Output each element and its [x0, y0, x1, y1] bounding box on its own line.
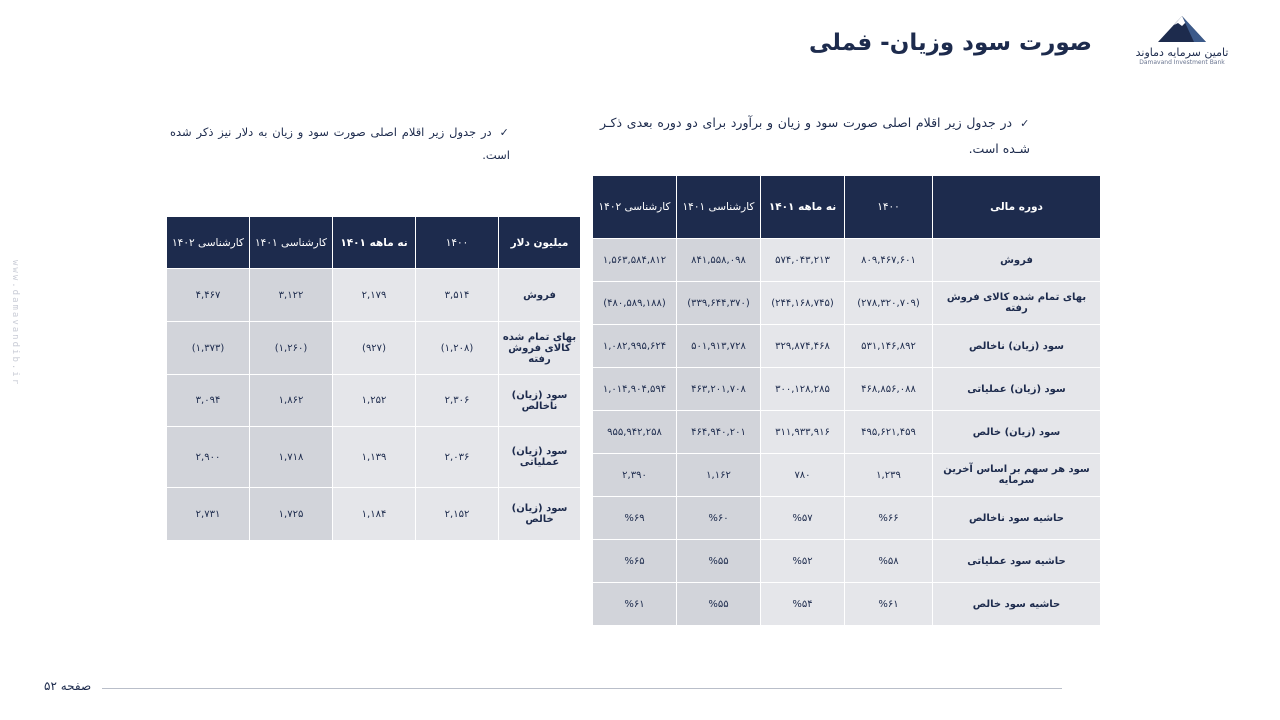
- income-statement-rial-table: [592, 175, 1101, 626]
- table-cell: ۱,۷۱۸: [250, 427, 333, 488]
- row-label: سود (زیان) عملیاتی: [499, 427, 581, 488]
- column-header: کارشناسی ۱۴۰۱: [677, 176, 761, 239]
- logo-subtitle: Damavand Investment Bank: [1139, 59, 1225, 66]
- table-cell: %۶۰: [677, 497, 761, 540]
- table-cell: ۴۶۳,۲۰۱,۷۰۸: [677, 368, 761, 411]
- table-row: [593, 411, 1101, 454]
- column-header: کارشناسی ۱۴۰۱: [250, 217, 333, 269]
- table-cell: ۳,۰۹۴: [167, 375, 250, 427]
- company-logo: [1132, 14, 1232, 76]
- table-row: [593, 368, 1101, 411]
- income-statement-usd-table: [166, 216, 581, 541]
- table-header-row: [593, 176, 1101, 239]
- table-cell: ۱,۱۶۲: [677, 454, 761, 497]
- table-header-row: [167, 217, 581, 269]
- table-cell: ۳,۱۲۲: [250, 269, 333, 322]
- bullet-rial-text: در جدول زیر اقلام اصلی صورت سود و زیان و برآورد برای دو دوره بعدی ذکـر شـده است.: [600, 115, 1030, 156]
- row-label: سود (زیان) خالص: [933, 411, 1101, 454]
- table-cell: ۳۰۰,۱۲۸,۲۸۵: [761, 368, 845, 411]
- table-cell: %۵۷: [761, 497, 845, 540]
- page-title: صورت سود وزیان- فملی: [809, 30, 1092, 56]
- table-cell: ۳۱۱,۹۳۳,۹۱۶: [761, 411, 845, 454]
- table-cell: %۶۹: [593, 497, 677, 540]
- table-cell: ۴۹۵,۶۲۱,۴۵۹: [845, 411, 933, 454]
- table-cell: ۷۸۰: [761, 454, 845, 497]
- table-cell: (۱,۲۶۰): [250, 322, 333, 375]
- row-label: حاشیه سود ناخالص: [933, 497, 1101, 540]
- table-cell: ۸۰۹,۴۶۷,۶۰۱: [845, 239, 933, 282]
- table-cell: ۵۷۴,۰۴۳,۲۱۳: [761, 239, 845, 282]
- column-header: نه ماهه ۱۴۰۱: [761, 176, 845, 239]
- table-cell: ۴۶۸,۸۵۶,۰۸۸: [845, 368, 933, 411]
- table-cell: %۵۴: [761, 583, 845, 626]
- table-row: [593, 282, 1101, 325]
- column-header: کارشناسی ۱۴۰۲: [593, 176, 677, 239]
- table-cell: ۲,۷۳۱: [167, 488, 250, 541]
- check-icon: ✓: [499, 126, 511, 139]
- bullet-rial-note: [600, 110, 1030, 161]
- table-row: [167, 427, 581, 488]
- table-cell: ۸۴۱,۵۵۸,۰۹۸: [677, 239, 761, 282]
- table-cell: ۴,۴۶۷: [167, 269, 250, 322]
- table-cell: ۹۵۵,۹۴۲,۲۵۸: [593, 411, 677, 454]
- table-cell: %۶۵: [593, 540, 677, 583]
- table-cell: (۲۷۸,۳۲۰,۷۰۹): [845, 282, 933, 325]
- mountain-logo-icon: [1156, 14, 1208, 44]
- footer-divider: [102, 688, 1062, 689]
- row-label: بهای تمام شده کالای فروش رفته: [499, 322, 581, 375]
- table-cell: ۱,۲۵۲: [333, 375, 416, 427]
- row-label: سود هر سهم بر اساس آخرین سرمایه: [933, 454, 1101, 497]
- table-cell: (۱,۲۰۸): [416, 322, 499, 375]
- table-cell: ۲,۳۹۰: [593, 454, 677, 497]
- row-label: فروش: [499, 269, 581, 322]
- logo-name: تامین سرمایه دماوند: [1135, 46, 1229, 59]
- row-label: سود (زیان) ناخالص: [933, 325, 1101, 368]
- table-row: [593, 540, 1101, 583]
- table-row: [593, 454, 1101, 497]
- table-cell: %۵۵: [677, 540, 761, 583]
- table-cell: %۵۲: [761, 540, 845, 583]
- table-row: [167, 488, 581, 541]
- table-row: [593, 497, 1101, 540]
- table-cell: ۱,۵۶۳,۵۸۴,۸۱۲: [593, 239, 677, 282]
- table-cell: ۳,۵۱۴: [416, 269, 499, 322]
- table-row: [167, 322, 581, 375]
- row-label: حاشیه سود خالص: [933, 583, 1101, 626]
- table-cell: ۱,۰۱۴,۹۰۴,۵۹۴: [593, 368, 677, 411]
- table-cell: (۳۳۹,۶۴۴,۳۷۰): [677, 282, 761, 325]
- table-cell: (۲۴۴,۱۶۸,۷۴۵): [761, 282, 845, 325]
- table-cell: %۶۱: [845, 583, 933, 626]
- table-row: [593, 325, 1101, 368]
- table-cell: ۱,۲۳۹: [845, 454, 933, 497]
- table-cell: ۵۳۱,۱۴۶,۸۹۲: [845, 325, 933, 368]
- column-header: دوره مالی: [933, 176, 1101, 239]
- table-cell: (۴۸۰,۵۸۹,۱۸۸): [593, 282, 677, 325]
- column-header: نه ماهه ۱۴۰۱: [333, 217, 416, 269]
- row-label: سود (زیان) خالص: [499, 488, 581, 541]
- table-cell: (۱,۳۷۳): [167, 322, 250, 375]
- table-row: [593, 239, 1101, 282]
- column-header: میلیون دلار: [499, 217, 581, 269]
- bullet-usd-text: در جدول زیر اقلام اصلی صورت سود و زیان به دلار نیز ذکر شده است.: [170, 125, 510, 162]
- table-cell: ۱,۰۸۲,۹۹۵,۶۲۴: [593, 325, 677, 368]
- table-cell: ۲,۱۷۹: [333, 269, 416, 322]
- table-cell: %۵۸: [845, 540, 933, 583]
- table-cell: ۱,۸۶۲: [250, 375, 333, 427]
- table-row: [593, 583, 1101, 626]
- table-cell: ۵۰۱,۹۱۳,۷۲۸: [677, 325, 761, 368]
- table-cell: %۶۶: [845, 497, 933, 540]
- table-row: [167, 375, 581, 427]
- check-icon: ✓: [1020, 117, 1031, 130]
- bullet-usd-note: [170, 121, 510, 166]
- row-label: حاشیه سود عملیاتی: [933, 540, 1101, 583]
- table-cell: %۶۱: [593, 583, 677, 626]
- table-cell: ۱,۱۸۴: [333, 488, 416, 541]
- table-cell: ۴۶۴,۹۴۰,۲۰۱: [677, 411, 761, 454]
- table-cell: ۲,۳۰۶: [416, 375, 499, 427]
- column-header: ۱۴۰۰: [416, 217, 499, 269]
- table-cell: ۳۲۹,۸۷۴,۴۶۸: [761, 325, 845, 368]
- table-cell: ۲,۹۰۰: [167, 427, 250, 488]
- table-cell: ۱,۷۲۵: [250, 488, 333, 541]
- column-header: کارشناسی ۱۴۰۲: [167, 217, 250, 269]
- table-cell: %۵۵: [677, 583, 761, 626]
- row-label: فروش: [933, 239, 1101, 282]
- table-cell: ۲,۰۳۶: [416, 427, 499, 488]
- row-label: سود (زیان) ناخالص: [499, 375, 581, 427]
- table-cell: (۹۲۷): [333, 322, 416, 375]
- table-cell: ۲,۱۵۲: [416, 488, 499, 541]
- page-number: صفحه ۵۲: [44, 679, 92, 693]
- row-label: سود (زیان) عملیاتی: [933, 368, 1101, 411]
- row-label: بهای تمام شده کالای فروش رفته: [933, 282, 1101, 325]
- table-row: [167, 269, 581, 322]
- column-header: ۱۴۰۰: [845, 176, 933, 239]
- side-watermark: www.damavandib.ir: [10, 260, 20, 387]
- table-cell: ۱,۱۳۹: [333, 427, 416, 488]
